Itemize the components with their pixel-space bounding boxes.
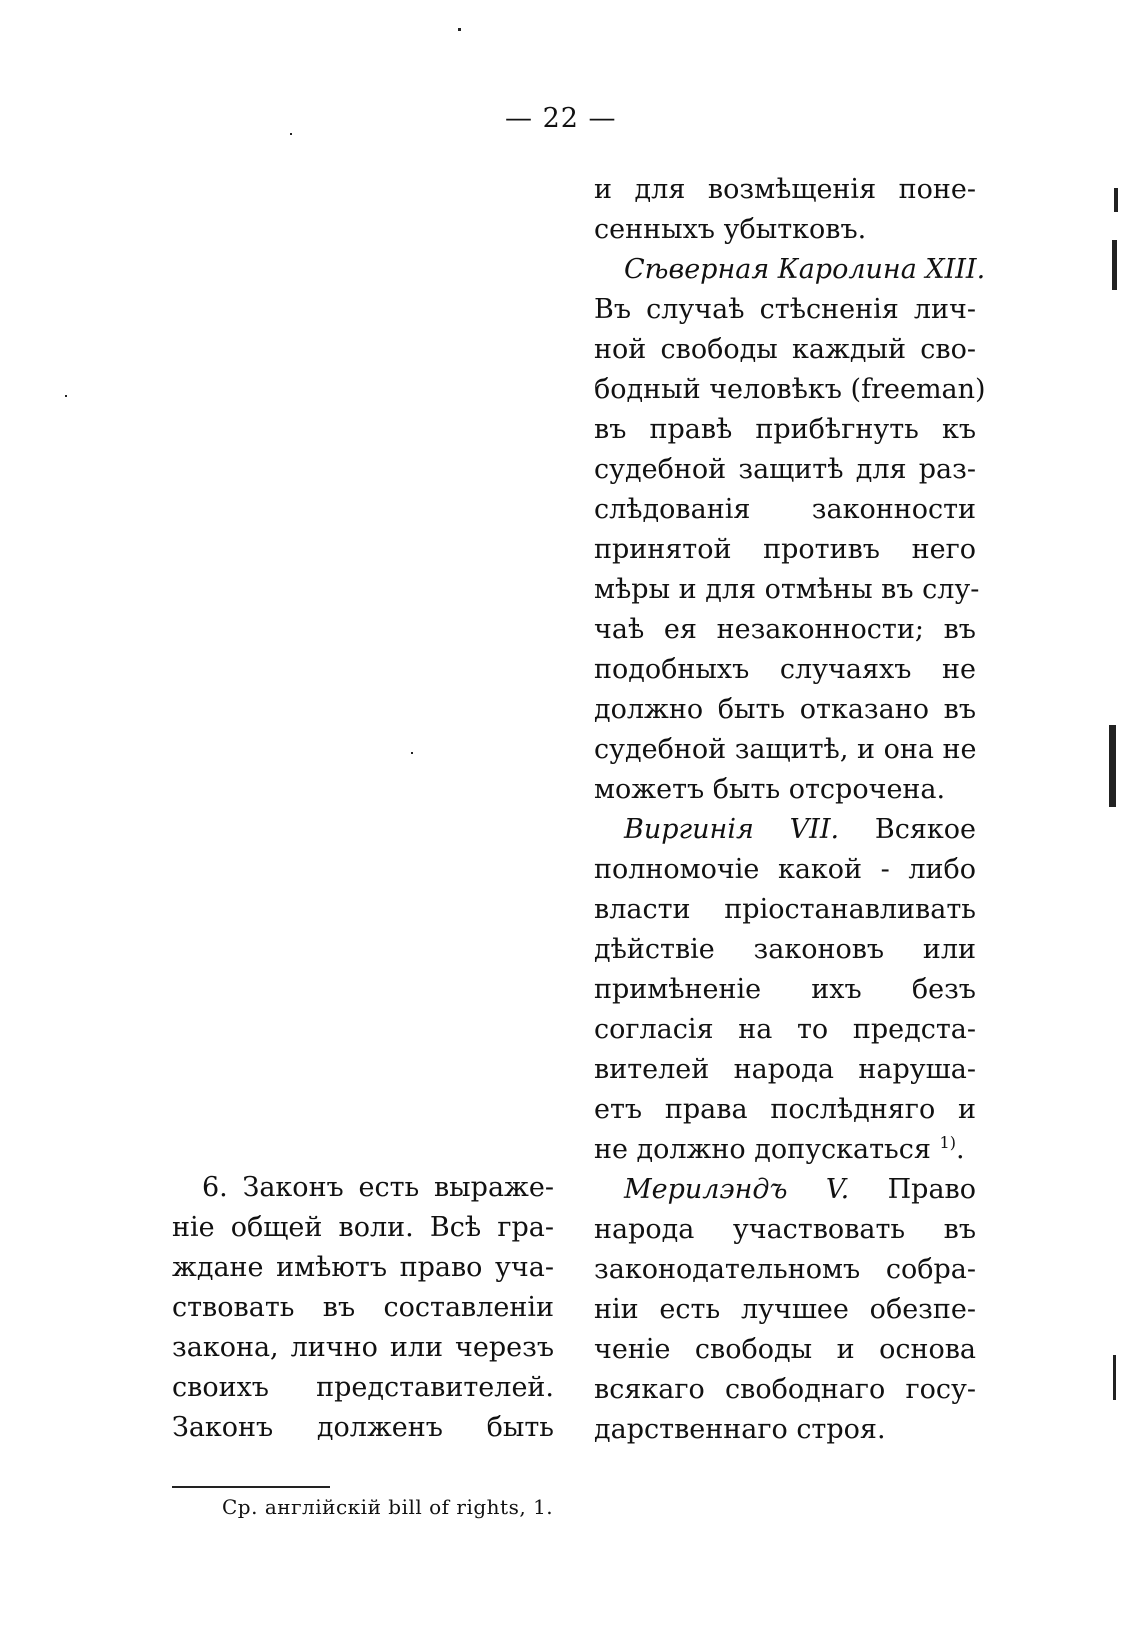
text-line: власти пріостанавливать — [594, 894, 976, 925]
text-line: всякаго свободнаго госу- — [594, 1374, 976, 1405]
text-line: закона, лично или черезъ — [172, 1332, 554, 1363]
text-line: не должно допускаться — [594, 1134, 931, 1165]
scan-speck — [65, 395, 67, 397]
text-line: чаѣ ея незаконности; въ — [594, 614, 976, 645]
text-line-virginia: Виргинія VII. Всякое — [624, 814, 976, 845]
text-line-with-footnote: не должно допускаться $^{1)}$. — [594, 1133, 965, 1165]
scan-edge-mark — [1112, 240, 1117, 290]
footnote-rule — [172, 1486, 330, 1488]
text-line: ніи есть лучшее обезпе- — [594, 1294, 976, 1325]
section-heading-virginia: Виргинія VII. — [624, 814, 840, 845]
text-line: своихъ представителей. — [172, 1372, 554, 1403]
text-line: ствовать въ составленіи — [172, 1292, 554, 1323]
scan-edge-mark — [1113, 1355, 1116, 1400]
text-line: дарственнаго строя. — [594, 1414, 886, 1445]
text-line: примѣненіе ихъ безъ — [594, 974, 976, 1005]
text-line: должно быть отказано въ — [594, 694, 976, 725]
text-line: судебной защитѣ для раз- — [594, 454, 976, 485]
text-line: подобныхъ случаяхъ не — [594, 654, 976, 685]
scan-speck — [458, 28, 461, 31]
page-number: — 22 — — [505, 103, 617, 134]
text-line: законодательномъ собра- — [594, 1254, 976, 1285]
footnote: Ср. англійскій bill of rights, 1. — [222, 1495, 554, 1519]
text-line: можетъ быть отсрочена. — [594, 774, 946, 805]
text-line: народа участвовать въ — [594, 1214, 976, 1245]
scan-edge-mark — [1114, 188, 1118, 212]
text-line: ждане имѣютъ право уча- — [172, 1252, 554, 1283]
text-line: дѣйствіе законовъ или — [594, 934, 976, 965]
text-line: слѣдованія законности — [594, 494, 976, 525]
scan-edge-mark — [1109, 725, 1116, 807]
text-line: принятой противъ него — [594, 534, 976, 565]
section-heading-north-carolina: Сѣверная Каролина XIII. — [624, 254, 986, 285]
text-line: ной свободы каждый сво- — [594, 334, 976, 365]
right-column — [594, 170, 986, 1450]
article-6-line: 6. Законъ есть выраже- — [202, 1172, 554, 1203]
text-line: согласія на то предста- — [594, 1014, 976, 1045]
scan-speck — [290, 133, 292, 135]
text-line: вителей народа наруша- — [594, 1054, 976, 1085]
text-line: етъ права послѣдняго и — [594, 1094, 976, 1125]
text-line: сенныхъ убытковъ. — [594, 214, 867, 245]
text-line: Законъ долженъ быть — [172, 1412, 554, 1443]
footnote-reference: 1) — [939, 1133, 956, 1152]
text-line: въ правѣ прибѣгнуть къ — [594, 414, 976, 445]
text-line: судебной защитѣ, и она не — [594, 734, 977, 765]
text-line-maryland: Мерилэндъ V. Право — [624, 1174, 977, 1205]
text-line: ченіе свободы и основа — [594, 1334, 976, 1365]
text-line: и для возмѣщенія поне- — [594, 174, 976, 205]
text-line: полномочіе какой - либо — [594, 854, 976, 885]
text-line: бодный человѣкъ (freeman) — [594, 374, 986, 405]
text-line: мѣры и для отмѣны въ слу- — [594, 574, 980, 605]
scan-speck — [411, 752, 413, 754]
left-column — [172, 1168, 554, 1448]
section-heading-maryland: Мерилэндъ V. — [624, 1174, 850, 1205]
text-line: Въ случаѣ стѣсненія лич- — [594, 294, 976, 325]
text-line: ніе общей воли. Всѣ гра- — [172, 1212, 554, 1243]
